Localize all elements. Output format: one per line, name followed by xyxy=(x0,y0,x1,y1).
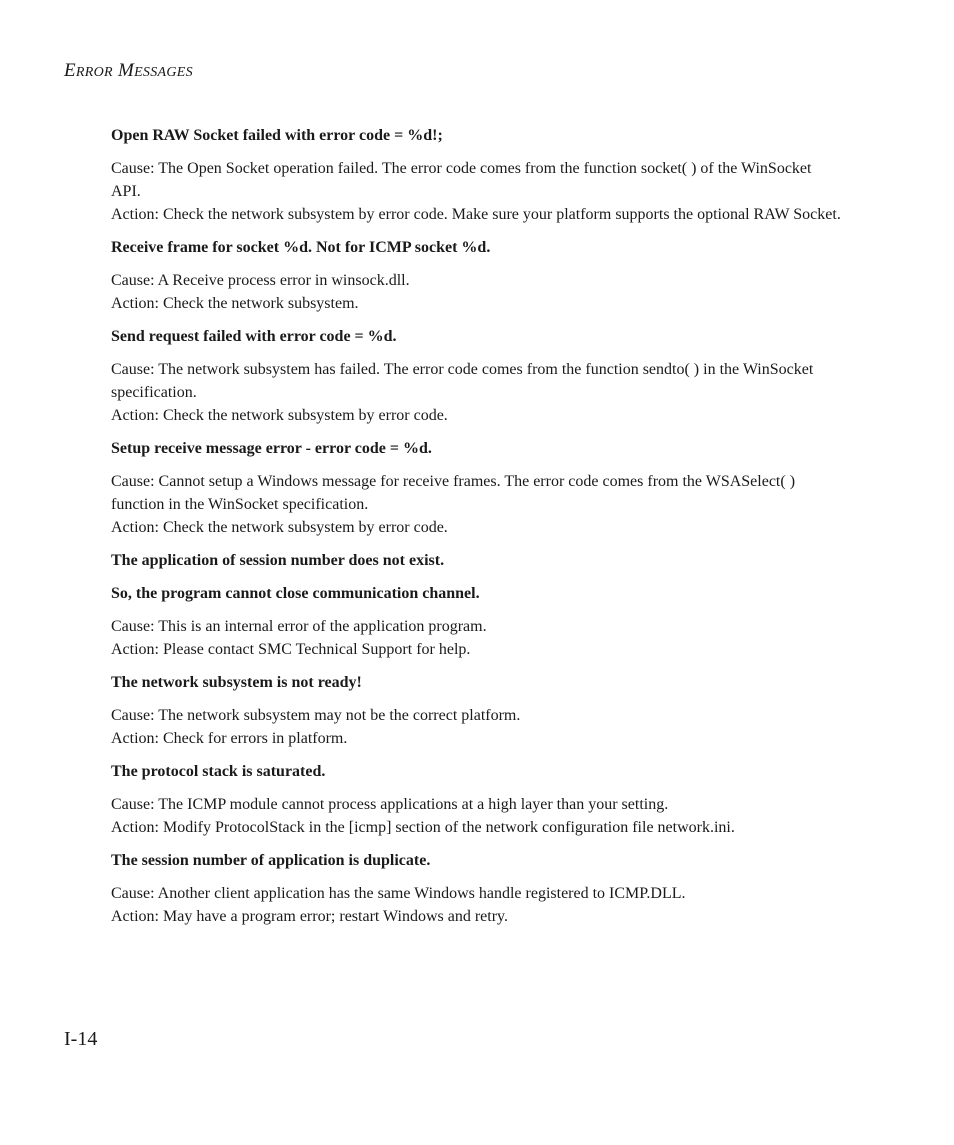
error-entry xyxy=(111,325,901,427)
error-entry xyxy=(111,236,901,315)
error-heading: Send request failed with error code = %d. xyxy=(111,328,397,345)
error-heading: The network subsystem is not ready! xyxy=(111,674,362,691)
error-heading: Setup receive message error - error code = %d. xyxy=(111,440,432,457)
cause-line-continued: API. xyxy=(111,183,141,200)
error-heading: The protocol stack is saturated. xyxy=(111,763,326,780)
running-head-rest-1: RROR xyxy=(75,65,113,80)
error-entry xyxy=(111,124,901,226)
error-entry xyxy=(111,671,901,750)
cause-line: Cause: Cannot setup a Windows message for receive frames. The error code comes from the WSASelect( ) xyxy=(111,473,796,490)
action-line: Action: Check for errors in platform. xyxy=(111,730,348,747)
cause-line: Cause: The Open Socket operation failed. The error code comes from the function socket( ) of the WinSocket xyxy=(111,160,812,177)
running-head-initial-2: M xyxy=(117,60,135,81)
cause-line-continued: function in the WinSocket specification. xyxy=(111,496,369,513)
cause-line: Cause: A Receive process error in winsock.dll. xyxy=(111,272,410,289)
action-line: Action: Check the network subsystem. xyxy=(111,295,359,312)
action-line: Action: May have a program error; restart Windows and retry. xyxy=(111,908,508,925)
cause-line: Cause: Another client application has the same Windows handle registered to ICMP.DLL. xyxy=(111,885,686,902)
action-line: Action: Modify ProtocolStack in the [icmp] section of the network configuration file network.ini. xyxy=(111,819,735,836)
error-message-list xyxy=(111,124,901,928)
cause-line: Cause: The ICMP module cannot process applications at a high layer than your setting. xyxy=(111,796,669,813)
error-heading: The session number of application is duplicate. xyxy=(111,852,431,869)
cause-line-continued: specification. xyxy=(111,384,197,401)
running-head-initial-1: E xyxy=(64,60,76,81)
error-entry xyxy=(111,437,901,539)
error-entry xyxy=(111,549,901,661)
action-line: Action: Please contact SMC Technical Support for help. xyxy=(111,641,471,658)
action-line: Action: Check the network subsystem by error code. Make sure your platform supports the optional RAW Socket. xyxy=(111,206,841,223)
cause-line: Cause: This is an internal error of the application program. xyxy=(111,618,487,635)
page-number: I-14 xyxy=(64,1028,98,1050)
action-line: Action: Check the network subsystem by error code. xyxy=(111,407,448,424)
running-head-rest-2: ESSAGES xyxy=(134,65,193,80)
running-head xyxy=(64,60,193,82)
error-heading: The application of session number does not exist. xyxy=(111,552,445,569)
error-heading-second: So, the program cannot close communication channel. xyxy=(111,585,480,602)
error-heading: Receive frame for socket %d. Not for ICMP socket %d. xyxy=(111,239,491,256)
cause-line: Cause: The network subsystem has failed. The error code comes from the function sendto( ) in the WinSocket xyxy=(111,361,814,378)
action-line: Action: Check the network subsystem by error code. xyxy=(111,519,448,536)
error-entry xyxy=(111,760,901,839)
cause-line: Cause: The network subsystem may not be the correct platform. xyxy=(111,707,521,724)
error-heading: Open RAW Socket failed with error code = %d!; xyxy=(111,127,443,144)
error-entry xyxy=(111,849,901,928)
